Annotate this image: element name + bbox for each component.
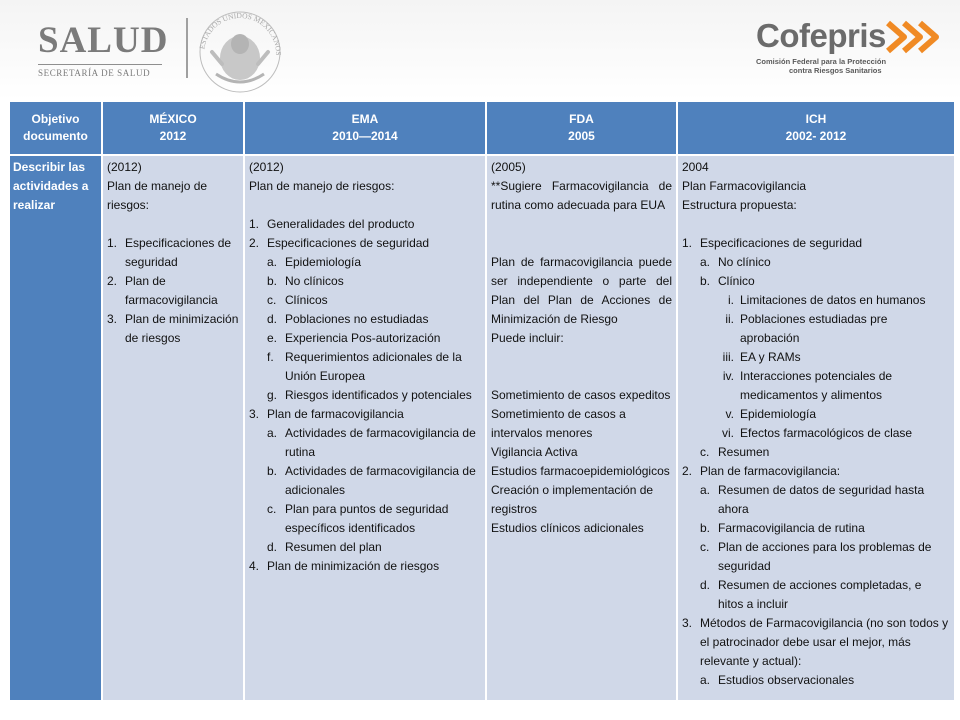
cell-text: Plan de manejo de riesgos: bbox=[249, 179, 395, 193]
list-item-number: 3. bbox=[249, 407, 260, 421]
cell-text: (2012) bbox=[107, 160, 142, 174]
cell-ich bbox=[678, 156, 954, 700]
cell-text: 2002- 2012 bbox=[785, 129, 847, 143]
cell-text: documento bbox=[23, 129, 88, 143]
list-item bbox=[682, 481, 950, 519]
cell-text: Especificaciones de seguridad bbox=[267, 236, 430, 250]
list-item-number: b. bbox=[267, 464, 278, 478]
cell-text: Clínicos bbox=[285, 293, 328, 307]
cell-text: Plan de minimización de riesgos bbox=[267, 559, 440, 573]
cell-text: Requerimientos adicionales de la Unión Europea bbox=[285, 350, 462, 383]
cell-text: Resumen de datos de seguridad hasta ahora bbox=[718, 483, 925, 516]
cell-text: Farmacovigilancia de rutina bbox=[718, 521, 865, 535]
list-item bbox=[682, 614, 950, 671]
cell-text: Vigilancia Activa bbox=[491, 445, 578, 459]
comparison-table bbox=[10, 102, 954, 700]
list-item-number: d. bbox=[267, 312, 278, 326]
mexico-seal-icon bbox=[194, 4, 286, 94]
spacer bbox=[491, 348, 672, 367]
cell-mexico bbox=[103, 156, 243, 700]
cofepris-name: Cofepris bbox=[756, 17, 886, 54]
list-item-number: 4. bbox=[249, 559, 260, 573]
header-ich bbox=[678, 102, 954, 154]
list-item-number: 1. bbox=[249, 217, 260, 231]
list-item bbox=[682, 519, 950, 538]
cell-text: Plan Farmacovigilancia bbox=[682, 179, 807, 193]
list-item bbox=[249, 215, 481, 234]
cell-text: Métodos de Farmacovigilancia (no son todos y el patrocinador debe usar el mejor, más relevante y actual): bbox=[700, 616, 949, 668]
cell-text: Plan de farmacovigilancia bbox=[267, 407, 404, 421]
cofepris-arrows-icon bbox=[884, 19, 942, 55]
header-objetivo bbox=[10, 102, 101, 154]
cell-text: Puede incluir: bbox=[491, 331, 564, 345]
cell-text: Resumen del plan bbox=[285, 540, 382, 554]
list-item bbox=[249, 538, 481, 557]
list-item-number: d. bbox=[700, 578, 711, 592]
cell-text: 2005 bbox=[568, 129, 595, 143]
header-ema bbox=[245, 102, 485, 154]
list-item-number: e. bbox=[267, 331, 278, 345]
cell-text: Especificaciones de seguridad bbox=[700, 236, 863, 250]
list-item bbox=[249, 253, 481, 272]
list-item-number: 2. bbox=[249, 236, 260, 250]
spacer bbox=[491, 234, 672, 253]
list-item bbox=[682, 576, 950, 614]
cell-text: Resumen de acciones completadas, e hitos a incluir bbox=[718, 578, 922, 611]
cell-text: (2005) bbox=[491, 160, 526, 174]
list-item bbox=[682, 462, 950, 481]
cell-text: Sometimiento de casos a intervalos menores bbox=[491, 407, 626, 440]
cell-text: Especificaciones de seguridad bbox=[125, 236, 232, 269]
cell-text: Interacciones potenciales de medicamentos y alimentos bbox=[740, 369, 893, 402]
cell-text: Efectos farmacológicos de clase bbox=[740, 426, 913, 440]
list-item-number: d. bbox=[267, 540, 278, 554]
cell-text: ESTADOS UNIDOS MEXICANOS bbox=[197, 10, 284, 56]
list-item bbox=[249, 424, 481, 462]
header-banner bbox=[0, 0, 960, 100]
cell-text: 2004 bbox=[682, 160, 709, 174]
cell-text: ICH bbox=[805, 112, 827, 126]
list-item-number: b. bbox=[700, 521, 711, 535]
spacer bbox=[107, 215, 239, 234]
list-item-number: a. bbox=[700, 483, 711, 497]
cell-text: Poblaciones estudiadas pre aprobación bbox=[740, 312, 888, 345]
cell-text: EMA bbox=[351, 112, 379, 126]
cofepris-tagline-2: contra Riesgos Sanitarios bbox=[789, 66, 882, 75]
cell-fda bbox=[487, 156, 676, 700]
cell-text: Objetivo bbox=[31, 112, 80, 126]
list-item bbox=[249, 329, 481, 348]
header-mexico bbox=[103, 102, 243, 154]
cell-text: Sometimiento de casos expeditos bbox=[491, 388, 671, 402]
list-item-number: c. bbox=[267, 502, 277, 516]
list-item bbox=[249, 234, 481, 253]
spacer bbox=[682, 215, 950, 234]
list-item-number: g. bbox=[267, 388, 278, 402]
list-item bbox=[107, 234, 239, 272]
list-item-number: 1. bbox=[107, 236, 118, 250]
cell-ema bbox=[245, 156, 485, 700]
spacer bbox=[249, 196, 481, 215]
list-item-number: iv. bbox=[722, 369, 734, 383]
list-item-number: b. bbox=[700, 274, 711, 288]
list-item-number: iii. bbox=[722, 350, 734, 364]
cell-text: **Sugiere Farmacovigilancia de rutina como adecuada para EUA bbox=[491, 179, 672, 212]
list-item bbox=[682, 538, 950, 576]
cell-text: Plan de acciones para los problemas de seguridad bbox=[718, 540, 932, 573]
cell-text: Poblaciones no estudiadas bbox=[285, 312, 429, 326]
list-item bbox=[249, 348, 481, 386]
cell-text: Plan de farmacovigilancia bbox=[125, 274, 218, 307]
list-item bbox=[249, 557, 481, 576]
list-item bbox=[249, 462, 481, 500]
list-item-number: c. bbox=[700, 445, 710, 459]
list-item bbox=[682, 348, 950, 367]
cell-text: Plan de manejo de riesgos: bbox=[107, 179, 208, 212]
cell-text: Estructura propuesta: bbox=[682, 198, 797, 212]
cell-text: No clínicos bbox=[285, 274, 344, 288]
list-item-number: b. bbox=[267, 274, 278, 288]
list-item-number: a. bbox=[267, 426, 278, 440]
list-item-number: 3. bbox=[107, 312, 118, 326]
cell-text: Estudios observacionales bbox=[718, 673, 855, 687]
cell-text: Generalidades del producto bbox=[267, 217, 415, 231]
cell-text: FDA bbox=[569, 112, 594, 126]
salud-logo bbox=[38, 20, 178, 78]
cell-text: Plan de minimización de riesgos bbox=[125, 312, 239, 345]
cell-text: No clínico bbox=[718, 255, 771, 269]
cell-text: Resumen bbox=[718, 445, 770, 459]
list-item-number: a. bbox=[700, 673, 711, 687]
cofepris-tagline-1: Comisión Federal para la Protección bbox=[756, 57, 887, 66]
cell-text: Epidemiología bbox=[740, 407, 817, 421]
row-label: Describir las actividades a realizar bbox=[10, 156, 101, 700]
list-item bbox=[682, 671, 950, 690]
cell-text: 2010—2014 bbox=[332, 129, 398, 143]
cell-text: Estudios clínicos adicionales bbox=[491, 521, 644, 535]
list-item-number: c. bbox=[700, 540, 710, 554]
list-item bbox=[682, 367, 950, 405]
list-item-number: 2. bbox=[682, 464, 693, 478]
list-item-number: a. bbox=[700, 255, 711, 269]
cell-text: Epidemiología bbox=[285, 255, 362, 269]
list-item bbox=[249, 500, 481, 538]
cell-text: (2012) bbox=[249, 160, 284, 174]
cell-text: Plan de farmacovigilancia: bbox=[700, 464, 841, 478]
header-fda bbox=[487, 102, 676, 154]
list-item-number: f. bbox=[267, 350, 274, 364]
list-item bbox=[682, 443, 950, 462]
list-item bbox=[249, 291, 481, 310]
list-item bbox=[249, 272, 481, 291]
cell-text: Actividades de farmacovigilancia de rutina bbox=[285, 426, 476, 459]
list-item-number: a. bbox=[267, 255, 278, 269]
list-item-number: vi. bbox=[722, 426, 734, 440]
cell-text: Actividades de farmacovigilancia de adicionales bbox=[285, 464, 476, 497]
cell-text: Experiencia Pos-autorización bbox=[285, 331, 441, 345]
list-item-number: i. bbox=[728, 293, 734, 307]
cell-text: Creación o implementación de registros bbox=[491, 483, 654, 516]
cell-text: Plan de farmacovigilancia puede ser independiente o parte del Plan del Plan de Acciones de Minimización de Riesgo bbox=[491, 255, 672, 326]
list-item bbox=[249, 310, 481, 329]
list-item bbox=[682, 253, 950, 272]
cell-text: Estudios farmacoepidemiológicos bbox=[491, 464, 670, 478]
list-item bbox=[682, 291, 950, 310]
cell-text: MÉXICO bbox=[149, 112, 197, 126]
list-item bbox=[682, 405, 950, 424]
list-item bbox=[107, 310, 239, 348]
cell-text: Plan para puntos de seguridad específicos identificados bbox=[285, 502, 449, 535]
logo-divider bbox=[186, 18, 188, 78]
cofepris-logo bbox=[756, 18, 946, 82]
cell-text: 2012 bbox=[159, 129, 187, 143]
cell-text: Clínico bbox=[718, 274, 755, 288]
spacer bbox=[491, 215, 672, 234]
list-item bbox=[682, 310, 950, 348]
list-item-number: v. bbox=[725, 407, 734, 421]
cell-text: Riesgos identificados y potenciales bbox=[285, 388, 472, 402]
list-item bbox=[682, 424, 950, 443]
list-item-number: 1. bbox=[682, 236, 693, 250]
list-item-number: ii. bbox=[725, 312, 734, 326]
spacer bbox=[491, 367, 672, 386]
salud-logo-subtitle: SECRETARÍA DE SALUD bbox=[38, 64, 162, 78]
cell-text: EA y RAMs bbox=[740, 350, 801, 364]
cell-text: Limitaciones de datos en humanos bbox=[740, 293, 926, 307]
list-item bbox=[107, 272, 239, 310]
list-item-number: 2. bbox=[107, 274, 118, 288]
list-item bbox=[249, 386, 481, 405]
list-item-number: 3. bbox=[682, 616, 693, 630]
list-item bbox=[682, 234, 950, 253]
salud-logo-title: SALUD bbox=[38, 20, 169, 61]
list-item-number: c. bbox=[267, 293, 277, 307]
list-item bbox=[249, 405, 481, 424]
list-item bbox=[682, 272, 950, 291]
